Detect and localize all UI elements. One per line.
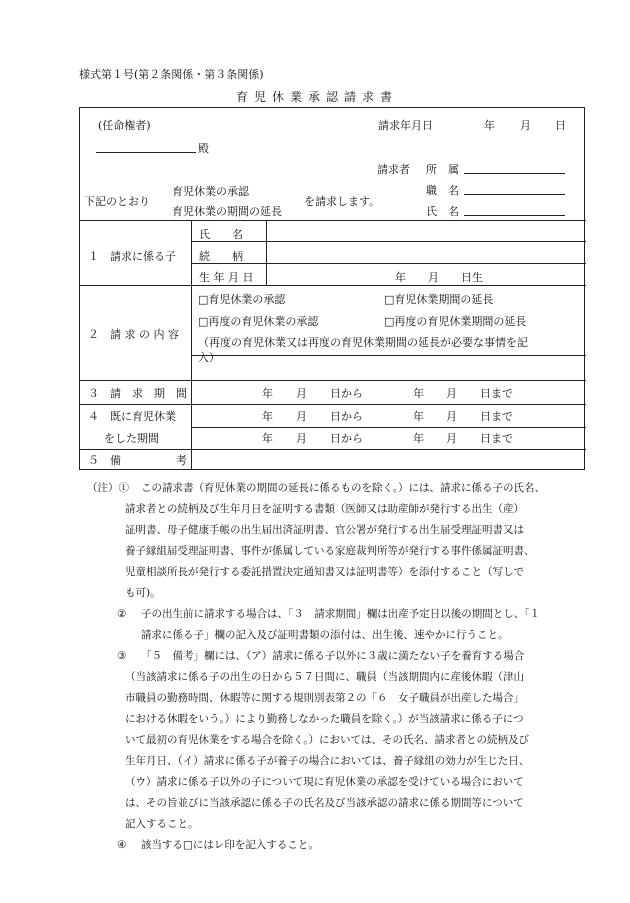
past2-month: 月: [296, 432, 307, 445]
divider: [80, 449, 586, 450]
row-past-label: ４ 既に育児休業: [88, 410, 176, 423]
note-2-line: 請求に係る子」欄の記入及び証明書類の添付は、出生後、速やかに行うこと。: [141, 629, 509, 641]
dob-month: 月: [428, 271, 439, 284]
child-dob-label: 生 年 月 日: [199, 271, 254, 284]
divider: [80, 380, 586, 381]
past1-month: 月: [296, 410, 307, 423]
requester-name-label: 氏 名: [426, 205, 459, 218]
period-from: 日から: [330, 387, 363, 400]
divider: [191, 263, 586, 264]
row-period-label: ３ 請 求 期 間: [88, 387, 187, 400]
note-1-label: （注）①: [87, 482, 129, 494]
note-3-label: ③: [117, 650, 127, 662]
note-1-line: 証明書、母子健康手帳の出生届出済証明書、官公署が発行する出生届受理証明書又は: [125, 524, 524, 536]
note-3-line: における休暇をいう。）により勤務しなかった職員を除く。）が当該請求に係る子につ: [125, 713, 524, 725]
past1-year: 年: [413, 410, 424, 423]
row-remarks-label: ５ 備 考: [88, 454, 187, 467]
note-1-line: この請求書（育児休業の期間の延長に係るものを除く。）には、請求に係る子の氏名、: [141, 482, 546, 494]
note-1-line: 請求者との続柄及び生年月日を証明する書類（医師又は助産師が発行する出生（産）: [125, 503, 524, 515]
note-3-line: 市職員の勤務時間、休暇等に関する規則別表第２の「６ 女子職員が出産した場合」: [125, 692, 524, 704]
note-3-line: 「５ 備考」欄には、（ア）請求に係る子以外に３歳に満たない子を養育する場合: [141, 650, 525, 662]
row-child-label: １ 請求に係る子: [88, 250, 176, 263]
requester-dept-label: 所 属: [426, 163, 459, 176]
past1-month: 月: [446, 410, 457, 423]
period-month: 月: [296, 387, 307, 400]
dept-field[interactable]: [464, 173, 565, 174]
row-past-label-2: をした期間: [104, 432, 159, 445]
note-4-label: ④: [117, 839, 127, 851]
requester-label: 請求者: [377, 163, 410, 176]
note-3-line: （ウ）請求に係る子以外の子について現に育児休業の承認を受けている場合において: [125, 776, 524, 788]
date-month: 月: [520, 119, 531, 132]
request-lead: 下記のとおり: [84, 195, 150, 208]
divider: [80, 220, 586, 221]
form-title: 育児休業承認請求書: [236, 90, 399, 104]
note-2-label: ②: [117, 608, 127, 620]
child-relation-label: 続 柄: [199, 250, 243, 263]
option-re-extension[interactable]: □再度の育児休業期間の延長: [384, 315, 527, 328]
note-3-line: いて最初の育児休業をする場合を除く。）においては、その氏名、請求者との続柄及び: [125, 734, 530, 746]
divider: [191, 220, 192, 469]
past2-month: 月: [446, 432, 457, 445]
request-option-approval: 育児休業の承認: [172, 185, 249, 198]
past2-year: 年: [413, 432, 424, 445]
divider: [191, 427, 586, 428]
period-to: 日まで: [480, 387, 513, 400]
note-3-line: 記入すること。: [125, 818, 199, 830]
name-field[interactable]: [464, 215, 565, 216]
request-option-extension: 育児休業の期間の延長: [172, 205, 282, 218]
note-3-line: 生年月日、（イ）請求に係る子が養子の場合においては、養子縁組の効力が生じた日、: [125, 755, 530, 767]
past1-year: 年: [262, 410, 273, 423]
addressee-underline: [96, 152, 196, 153]
period-year: 年: [413, 387, 424, 400]
option-extension[interactable]: □育児休業期間の延長: [384, 293, 494, 306]
past1-from: 日から: [330, 410, 363, 423]
period-month: 月: [446, 387, 457, 400]
note-4-line: 該当する□にはレ印を記入すること。: [141, 839, 319, 851]
row-content-label: ２ 請 求 の 内 容: [88, 328, 179, 341]
date-year: 年: [484, 119, 495, 132]
note-2-line: 子の出生前に請求する場合は、「３ 請求期間」欄は出産予定日以後の期間とし、「１: [141, 608, 540, 620]
addressee-suffix: 殿: [198, 142, 209, 155]
reason-note-continued: 入）: [198, 351, 220, 364]
option-approval[interactable]: □育児休業の承認: [198, 293, 286, 306]
option-re-approval[interactable]: □再度の育児休業の承認: [198, 315, 319, 328]
requester-post-label: 職 名: [426, 184, 459, 197]
dob-day: 日生: [461, 271, 483, 284]
request-tail: を請求します。: [304, 195, 381, 208]
past1-to: 日まで: [480, 410, 513, 423]
note-1-line: 児童相談所長が発行する委託措置決定通知書又は証明書等）を添付すること（写しで: [125, 566, 524, 578]
past2-to: 日まで: [480, 432, 513, 445]
addressee-label: (任命権者): [98, 119, 151, 132]
child-name-label: 氏 名: [199, 228, 243, 241]
post-field[interactable]: [464, 194, 565, 195]
dob-year: 年: [395, 271, 406, 284]
date-day: 日: [555, 119, 566, 132]
divider: [80, 285, 586, 286]
note-1-line: 養子縁組届受理証明書、事件が係属している家庭裁判所等が発行する事件係属証明書、: [125, 545, 535, 557]
note-3-line: （当該請求に係る子の出生の日から５７日間に、職員（当該期間内に産後休暇（津山: [125, 671, 524, 683]
divider: [80, 404, 586, 405]
divider: [266, 220, 267, 285]
request-date-label: 請求年月日: [378, 119, 433, 132]
reason-note: （再度の育児休業又は再度の育児休業期間の延長が必要な事情を記: [198, 336, 528, 349]
divider: [191, 355, 586, 356]
period-year: 年: [262, 387, 273, 400]
note-3-line: は、その旨並びに当該承認に係る子の氏名及び当該承認の請求に係る期間等について: [125, 797, 524, 809]
form-number: 様式第１号(第２条関係・第３条関係): [79, 68, 264, 81]
note-1-line: も可)。: [125, 587, 161, 599]
divider: [191, 241, 586, 242]
past2-from: 日から: [330, 432, 363, 445]
past2-year: 年: [262, 432, 273, 445]
